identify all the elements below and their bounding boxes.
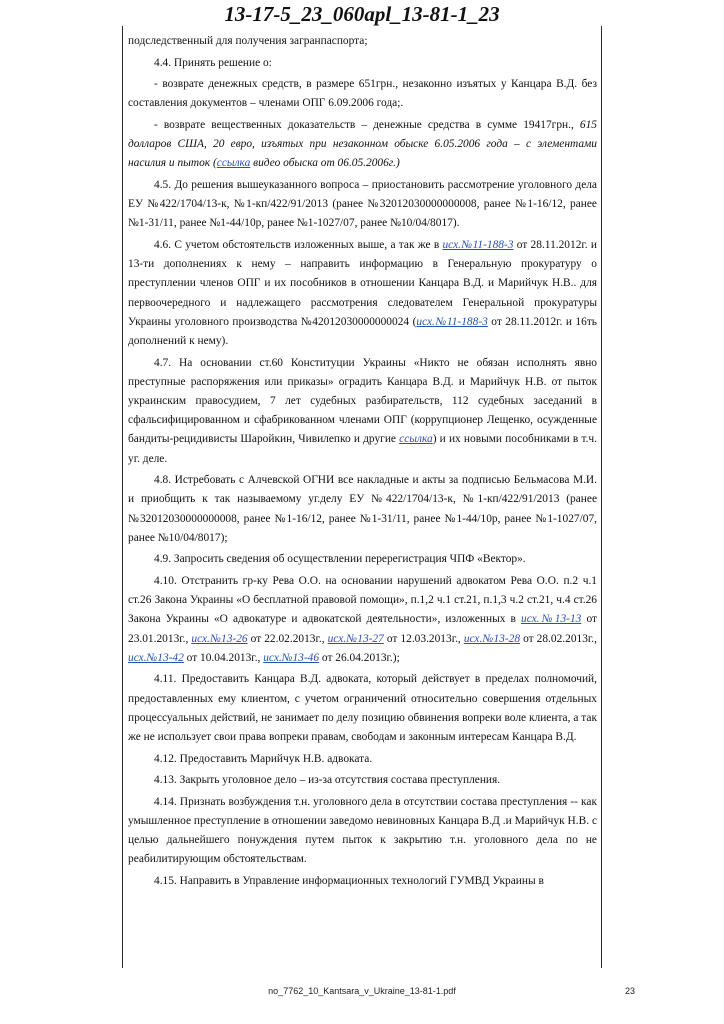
link-ref-13-13[interactable]: исх.№13-13	[521, 613, 582, 626]
text-segment: от 26.04.2013г.);	[319, 651, 400, 664]
paragraph-4-14: 4.14. Признать возбуждения т.н. уголовного дела в отсутствии состава преступления -- как умышленное преступление в отношении заведомо невиновных Канцара В.Д .и Марийчук Н.В. с целью дальнейшего понуждения путем пыток к закрытию т.н. уголовного дела по не реабилитирующим обстоятельствам.	[128, 795, 597, 866]
text-segment: от 10.04.2013г.,	[183, 651, 264, 664]
page-footer	[0, 986, 724, 1002]
italic-text-segment: видео обыска от 06.05.2006г.)	[250, 157, 400, 170]
link-ref-13-42[interactable]: исх.№13-42	[128, 651, 184, 664]
paragraph-4-10	[128, 572, 597, 668]
footer-filename: no_7762_10_Kantsara_v_Ukraine_13-81-1.pdf	[268, 986, 456, 996]
text-segment: от 28.02.2013г.,	[520, 632, 597, 645]
text-segment: (	[210, 157, 217, 170]
paragraph-4-12: 4.12. Предоставить Марийчук Н.В. адвоката.	[154, 752, 373, 765]
text-segment: 4.6. С учетом обстоятельств изложенных выше, а так же в	[154, 238, 443, 251]
document-text	[128, 32, 597, 891]
link-reference[interactable]: ссылка	[399, 433, 433, 446]
paragraph-4-7	[128, 354, 597, 469]
text-segment: 4.10. Отстранить гр-ку Рева О.О. на основании нарушений адвокатом Рева О.О. п.2 ч.1 ст.26 Закона Украины «О бесплатной правовой помощи», п.1,2 ч.1 ст.21, п.1,3 ч.2 ст.21, ч.4 ст.26 Закона Украины «О адвокатуре и адвокатской деятельности», изложенных в	[128, 575, 597, 626]
paragraph-4-5: 4.5. До решения вышеуказанного вопроса – приостановить рассмотрение уголовного дела ЕУ №422/1704/13-к, №1-кп/422/91/2013 (ранее №32012030000000008, ранее №1-16/12, ранее №1-31/11, ранее №1-44/10р, ранее №1-1027/07, ранее №10/04/8017).	[128, 178, 597, 230]
paragraph-continuation: подследственный для получения загранпаспорта;	[128, 35, 368, 47]
paragraph-4-15: 4.15. Направить в Управление информационных технологий ГУМВД Украины в	[154, 875, 544, 887]
text-segment: 4.7. На основании ст.60 Конституции Украины «Никто не обязан исполнять явно преступные распоряжения или приказы» оградить Канцара В.Д. и Марийчук Н.В. от пыток украинским правосудием, 7 лет судебных разбирательств, 112 судебных заседаний в сфальсифицированном и сфабрикованном членами ОПГ (коррупционер Лещенко, осужденные бандиты-рецидивисты Шаройкин, Чивилепко и другие	[128, 356, 597, 446]
text-segment: от 28.11.2012г. и 16ть дополнений к нему).	[128, 315, 597, 347]
text-segment: ) и их новыми пособниками в т.ч. уг. деле.	[128, 433, 598, 465]
paragraph-4-13: 4.13. Закрыть уголовное дело – из-за отсутствия состава преступления.	[154, 774, 501, 787]
link-ref-13-28[interactable]: исх.№13-28	[463, 632, 521, 645]
paragraph-4-4-item-2	[128, 116, 597, 174]
link-ref-13-46[interactable]: исх.№13-46	[263, 651, 320, 664]
link-ref-11-188-3-second[interactable]: исх.№11-188-3	[416, 315, 488, 328]
paragraph-4-11: 4.11. Предоставить Канцара В.Д. адвоката, который действует в пределах полномочий, предоставленных ему клиентом, с учетом ограничений относительно совершения отдельных процессуальных действий, не занимает по делу позицию обвинения вопреки воле клиента, а так же не использует свои права вопреки правам, свободам и законным интересам Канцара В.Д.	[128, 673, 597, 744]
paragraph-4-4: 4.4. Принять решение о:	[154, 56, 272, 69]
footer-page-number: 23	[625, 986, 636, 996]
text-segment: от 23.01.2013г.,	[128, 613, 597, 645]
link-video-search[interactable]: ссылка	[216, 157, 251, 170]
text-segment: от 12.03.2013г.,	[383, 632, 464, 645]
text-segment: от 22.02.2013г.,	[247, 632, 328, 645]
document-header-title: 13-17-5_23_060apl_13-81-1_23	[224, 2, 500, 26]
paragraph-4-6	[128, 236, 597, 351]
page-body-frame	[122, 26, 602, 968]
link-ref-13-27[interactable]: исх.№13-27	[327, 632, 384, 645]
paragraph-4-8: 4.8. Истребовать с Алчевской ОГНИ все накладные и акты за подписью Бельмасова М.И. и приобщить к так называемому уг.делу ЕУ №422/1704/13-к, №1-кп/422/91/2013 (ранее №32012030000000008, ранее №1-16/12, ранее №1-31/11, ранее №1-44/10р, ранее №1-1027/07, ранее №10/04/8017);	[128, 474, 597, 544]
text-segment: от 28.11.2012г. и 13-ти дополнениях к нему – направить информацию в Генеральную прокуратуру о преступлении членов ОПГ и их пособников в отношении Канцара В.Д. и Марийчук Н.В.. для первоочередного и надлежащего рассмотрения следователем Генеральной прокуратуры Украины уголовного производства №42012030000000024 (	[128, 238, 597, 328]
paragraph-4-9: 4.9. Запросить сведения об осуществлении перерегистрация ЧПФ «Вектор».	[154, 553, 526, 566]
link-ref-11-188-3[interactable]: исх.№11-188-3	[442, 238, 514, 251]
text-segment: - возврате вещественных доказательств – денежные средства в сумме 19417грн.,	[154, 118, 580, 131]
paragraph-4-4-item-1: - возврате денежных средств, в размере 651грн., незаконно изъятых у Канцара В.Д. без составления документов – членами ОПГ 6.09.2006 года;.	[128, 78, 597, 110]
italic-text-segment: 615 долларов США, 20 евро, изъятых при незаконном обыске 6.05.2006 года – с элементами насилия и пыток	[128, 118, 597, 170]
link-ref-13-26[interactable]: исх.№13-26	[191, 632, 248, 645]
